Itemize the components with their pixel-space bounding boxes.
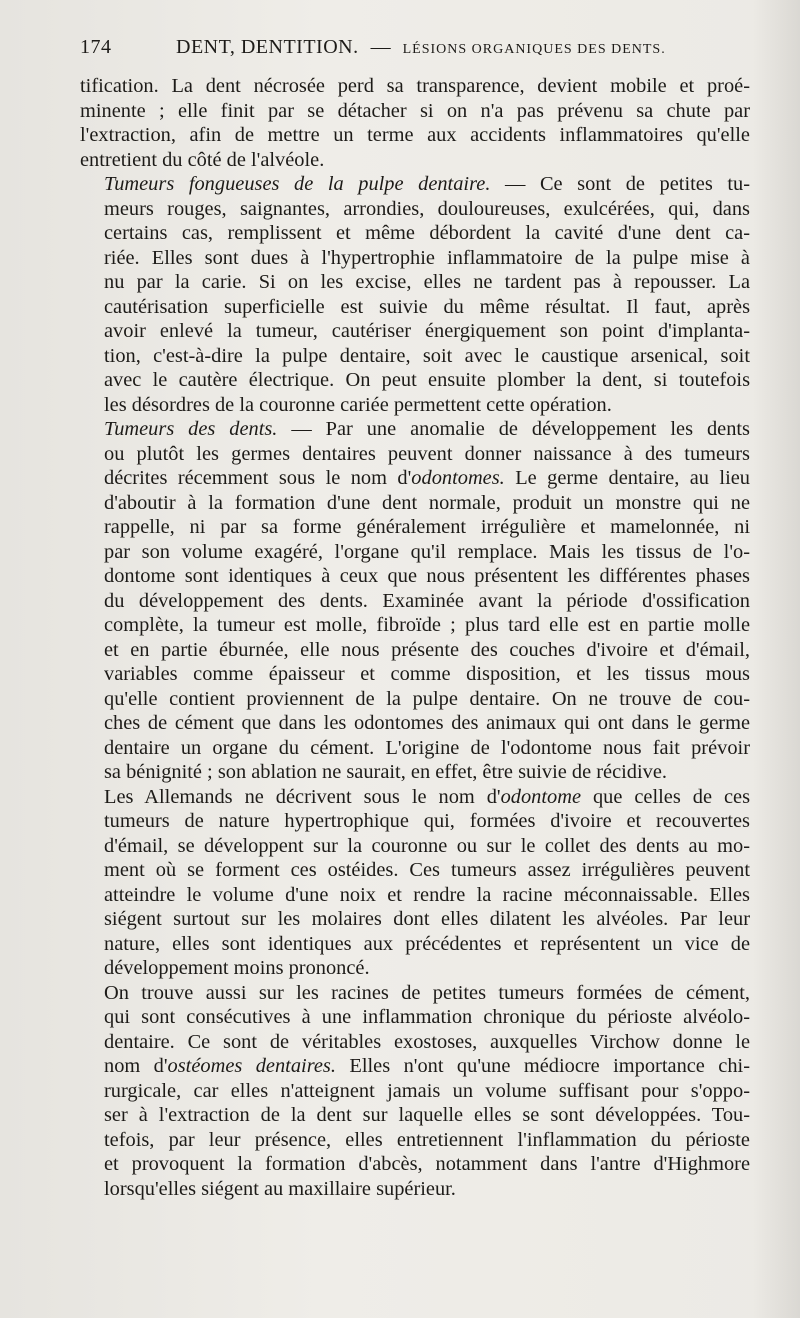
paragraph <box>80 74 750 172</box>
text-line: dontome sont identiques à ceux que nous présentent les différentes phases <box>104 565 750 587</box>
text-line: ou plutôt les germes dentaires peuvent donner naissance à des tumeurs <box>104 442 750 465</box>
text-line: du développement des dents. Examinée avant la période d'ossification <box>104 589 750 612</box>
text-line: les désordres de la couronne cariée permettent cette opération. <box>104 393 612 416</box>
text-line: On trouve aussi sur les racines de petites tumeurs formées de cément, <box>104 981 750 1004</box>
italic-term: Tumeurs fongueuses de la pulpe dentaire. <box>104 173 491 195</box>
text-segment: que celles de ces <box>581 785 750 808</box>
text-line: développement moins prononcé. <box>104 957 370 979</box>
italic-term: odontome <box>500 785 582 808</box>
text-line: riée. Elles sont dues à l'hypertrophie inflammatoire de la pulpe mise à <box>104 246 750 269</box>
text-line: rappelle, ni par sa forme généralement irrégulière et mamelonnée, ni <box>104 516 750 538</box>
text-line: d'émail, se développent sur la couronne ou sur le collet des dents au mo- <box>104 834 750 857</box>
page-header <box>80 36 750 62</box>
text-line: tification. La dent nécrosée perd sa transparence, devient mobile et proé- <box>80 75 750 97</box>
italic-term: Tumeurs des dents. <box>104 418 278 440</box>
paragraph <box>80 172 750 417</box>
text-line: ches de cément que dans les odontomes des animaux qui ont dans le germe <box>104 712 750 734</box>
text-line: nu par la carie. Si on les excise, elles ne tardent pas à repousser. La <box>104 271 750 293</box>
text-line: ser à l'extraction de la dent sur laquelle elles se sont développées. Tou- <box>104 1104 750 1126</box>
text-line: avec le cautère électrique. On peut ensuite plomber la dent, si toutefois <box>104 369 750 391</box>
text-line: rurgicale, car elles n'atteignent jamais un volume suffisant pour s'oppo- <box>104 1079 750 1102</box>
text-line: qu'elle contient proviennent de la pulpe dentaire. On ne trouve de cou- <box>104 687 750 710</box>
text-line: variables comme épaisseur et comme disposition, et les tissus mous <box>104 663 750 685</box>
text-segment: Elles n'ont qu'une médiocre importance chi- <box>335 1055 750 1077</box>
text-segment: nom d' <box>104 1055 168 1077</box>
running-title: DENT, DENTITION. <box>176 36 359 58</box>
text-line <box>80 417 750 442</box>
text-line: cautérisation superficielle est suivie du même résultat. Il faut, après <box>104 295 750 318</box>
text-segment: décrites récemment sous le nom d' <box>104 467 412 489</box>
text-line: siégent surtout sur les molaires dont elles dilatent les alvéoles. Par leur <box>104 908 750 930</box>
paragraph <box>80 785 750 981</box>
text-line: entretient du côté de l'alvéole. <box>80 148 325 171</box>
paragraph <box>80 417 750 785</box>
text-line: tumeurs de nature hypertrophique qui, formées d'ivoire et recouvertes <box>104 810 750 832</box>
text-line <box>80 172 750 197</box>
text-line: et provoquent la formation d'abcès, notamment dans l'antre d'Highmore <box>104 1153 750 1175</box>
text-line: certains cas, remplissent et même débordent la cavité d'une dent ca- <box>104 222 750 244</box>
running-subtitle: LÉSIONS ORGANIQUES DES DENTS. <box>402 42 666 57</box>
text-line: atteindre le volume d'une noix et rendre la racine méconnaissable. Elles <box>104 883 750 906</box>
page-edge-shadow <box>752 0 800 1318</box>
text-line: qui sont consécutives à une inflammation chronique du périoste alvéolo- <box>104 1006 750 1028</box>
text-segment: — Par une anomalie de développement les dents <box>277 418 750 440</box>
italic-term: ostéomes dentaires. <box>167 1055 336 1077</box>
text-line: ment où se forment ces ostéides. Ces tumeurs assez irrégulières peuvent <box>104 859 750 881</box>
text-line: par son volume exagéré, l'organe qu'il remplace. Mais les tissus de l'o- <box>104 540 750 563</box>
text-line: lorsqu'elles siégent au maxillaire supérieur. <box>104 1177 456 1200</box>
text-line: tefois, par leur présence, elles entretiennent l'inflammation du périoste <box>104 1128 750 1151</box>
body-text <box>80 74 750 1201</box>
text-line: d'aboutir à la formation d'une dent normale, produit un monstre qui ne <box>104 491 750 514</box>
page-number: 174 <box>80 36 112 58</box>
text-line: tion, c'est-à-dire la pulpe dentaire, soit avec le caustique arsenical, soit <box>104 344 750 367</box>
text-line <box>80 1054 750 1079</box>
text-line: et en partie éburnée, elle nous présente des couches d'ivoire et d'émail, <box>104 638 750 661</box>
text-segment: Les Allemands ne décrivent sous le nom d' <box>104 785 501 808</box>
text-line <box>80 466 750 491</box>
header-dash: — <box>370 36 391 58</box>
text-line: dentaire un organe du cément. L'origine de l'odontome nous fait prévoir <box>104 736 750 759</box>
text-line: l'extraction, afin de mettre un terme aux accidents inflammatoires qu'elle <box>80 124 750 146</box>
text-segment: — Ce sont de petites tu- <box>490 173 750 195</box>
text-line: nature, elles sont identiques aux précédentes et représentent un vice de <box>104 932 750 955</box>
text-line: sa bénignité ; son ablation ne saurait, en effet, être suivie de récidive. <box>104 761 667 783</box>
text-line: avoir enlevé la tumeur, cautériser énergiquement son point d'implanta- <box>104 320 750 342</box>
text-line: dentaire. Ce sont de véritables exostoses, auxquelles Virchow donne le <box>104 1030 750 1053</box>
text-line: minente ; elle finit par se détacher si on n'a pas prévenu sa chute par <box>80 99 750 122</box>
paragraph <box>80 981 750 1202</box>
text-line: meurs rouges, saignantes, arrondies, douloureuses, exulcérées, qui, dans <box>104 197 750 220</box>
text-segment: Le germe dentaire, au lieu <box>504 467 750 489</box>
text-line: complète, la tumeur est molle, fibroïde ; plus tard elle est en partie molle <box>104 614 750 636</box>
italic-term: odontomes. <box>411 467 505 489</box>
text-line <box>80 785 750 810</box>
